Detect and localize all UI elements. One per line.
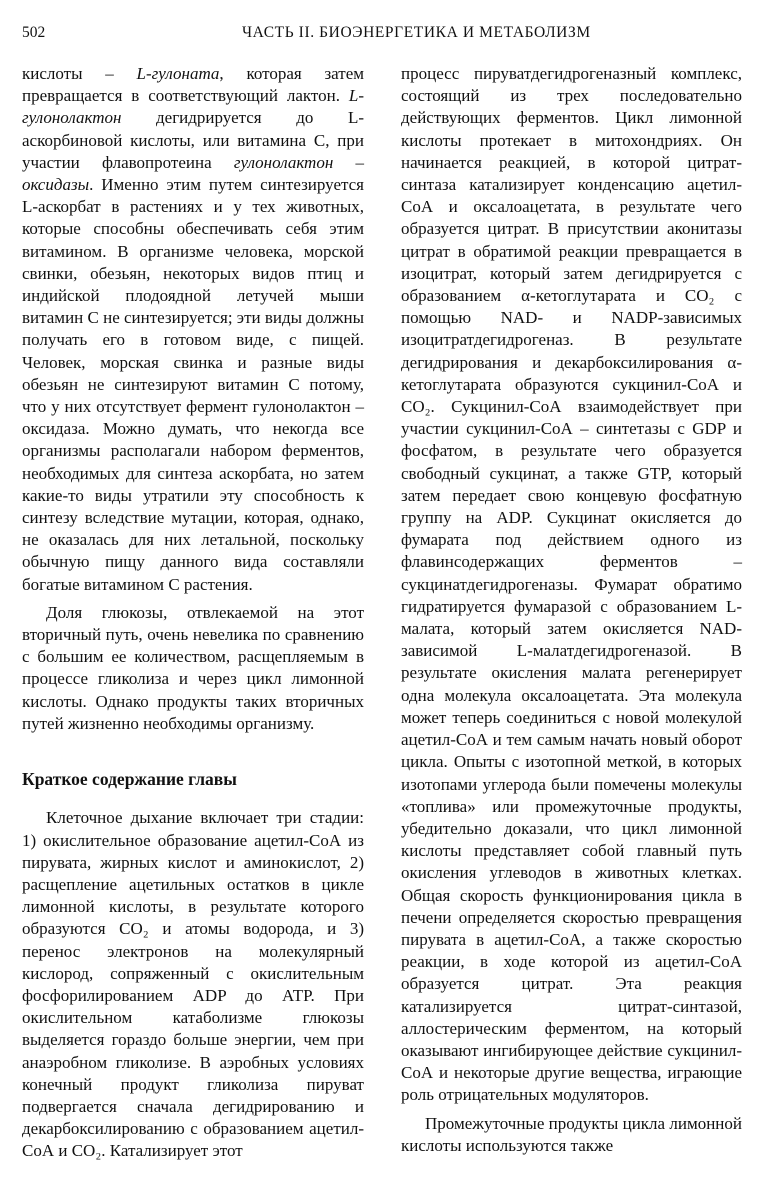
left-column (22, 63, 364, 1163)
text-run: , которая затем превращается в соответствующий лактон. (22, 64, 364, 106)
section-title: Краткое содержание главы (22, 769, 237, 790)
paragraph-citric-cycle: процесс пируватдегидрогеназный комплекс, состоящий из трех последовательно действующих ферментов. Цикл лимонной кислоты протекает в митохондриях. Он начинается реакцией, в которой цитрат-синтаза катализирует конденсацию ацетил-СоА и оксалоацетата, в результате чего образуется цитрат. В присутствии аконитазы цитрат в обратимой реакции превращается в изоцитрат, который затем дегидрируется с образованием α-кетоглутарата и СО₂ с помощью NAD- и NADP-зависимых изоцитратдегидрогеназ. В результате дегидрирования и декарбоксилирования α-кетоглутарата образуются сукцинил-СоА и СО₂. Сукцинил-СоА взаимодействует при участии сукцинил-СоА – синтетазы с GDP и фосфатом, в результате чего образуется свободный сукцинат, а также GTP, который затем передает свою концевую фосфатную группу на ADP. Сукцинат окисляется до фумарата под действием одного из флавинсодержащих ферментов – сукцинатдегидрогеназы. Фумарат обратимо гидратируется фумаразой с образованием L-малата, который затем окисляется NAD-зависимой L-малатдегидрогеназой. В результате окисления малата регенерирует одна молекула оксалоацетата. Эта молекула может теперь соединиться с новой молекулой ацетил-СоА и тем самым начать новый оборот цикла. Опыты с изотопной меткой, в которых изотопами углерода были помечены молекулы «топлива» или промежуточные продукты, убедительно доказали, что цикл лимонной кислоты представляет собой главный путь окисления углеводов в животных клетках. Общая скорость функционирования цикла в печени определяется скоростью превращения пирувата в ацетил-СоА, а также скоростью реакции, в ходе которой из ацетил-СоА образуется цитрат. Эта реакция катализируется цитрат-синтазой, аллостерическим ферментом, на который оказывают ингибирующее действие сукцинил-СоА и некоторые другие вещества, играющие роль отрицательных модуляторов. (401, 64, 742, 1105)
paragraph-ascorbate (22, 63, 364, 596)
page-number: 502 (22, 24, 46, 41)
italic-term: L-гулонолактон (22, 86, 364, 128)
paragraph-summary-1: Клеточное дыхание включает три стадии: 1) окислительное образование ацетил-СоА из пирувата, жирных кислот и аминокислот, 2) расщепление ацетильных остатков в цикле лимонной кислоты, в результате которого образуются СО₂ и атомы водорода, и 3) перенос электронов на молекулярный кислород, сопряженный с окислительным фосфорилированием ADP до АТР. При окислительном катаболизме глюкозы выделяется гораздо больше энергии, чем при анаэробном гликолизе. В аэробных условиях конечный продукт гликолиза пируват подвергается сначала дегидрированию и декарбоксилированию с образованием ацетил-СоА и СО₂. Катализирует этот (22, 808, 364, 1161)
running-head: ЧАСТЬ II. БИОЭНЕРГЕТИКА И МЕТАБОЛИЗМ (242, 24, 591, 41)
text-run: кислоты – (22, 64, 137, 83)
page-header (22, 24, 742, 46)
paragraph-glucose-share: Доля глюкозы, отвлекаемой на этот вторичный путь, очень невелика по сравнению с большим ее количеством, расщепляемым в процессе гликолиза и через цикл лимонной кислоты. Однако продукты таких вторичных путей жизненно необходимы организму. (22, 602, 364, 733)
text-run: . Именно этим путем синтезируется L-аскорбат в растениях и у тех животных, которые способны обеспечивать себя этим витамином. В организме человека, морской свинки, обезьян, некоторых видов птиц и индийской плодоядной летучей мыши витамин С не синтезируется; эти виды должны получать его в готовом виде, с пищей. Человек, морская свинка и разные виды обезьян не синтезируют витамин С потому, что у них отсутствует фермент гулонолактон – оксидаза. Можно думать, что некогда все организмы располагали набором ферментов, необходимых для синтеза аскорбата, но затем какие-то виды утратили эту способность к синтезу вследствие мутации, которая, однако, не оказалась для них летальной, поскольку обычную пищу данного вида составляли богатые витамином С растения. (22, 175, 364, 594)
right-column (401, 63, 742, 1157)
italic-term: L-гулоната (136, 64, 220, 83)
text-run: дегидрируется до L-аскорбиновой кислоты, или витамина С, при участии флавопротеина (22, 108, 364, 172)
summary-section (22, 807, 364, 1162)
paragraph-intermediates: Промежуточные продукты цикла лимонной кислоты используются также (401, 1113, 742, 1155)
italic-term: гулонолактон – оксидазы (22, 152, 364, 195)
